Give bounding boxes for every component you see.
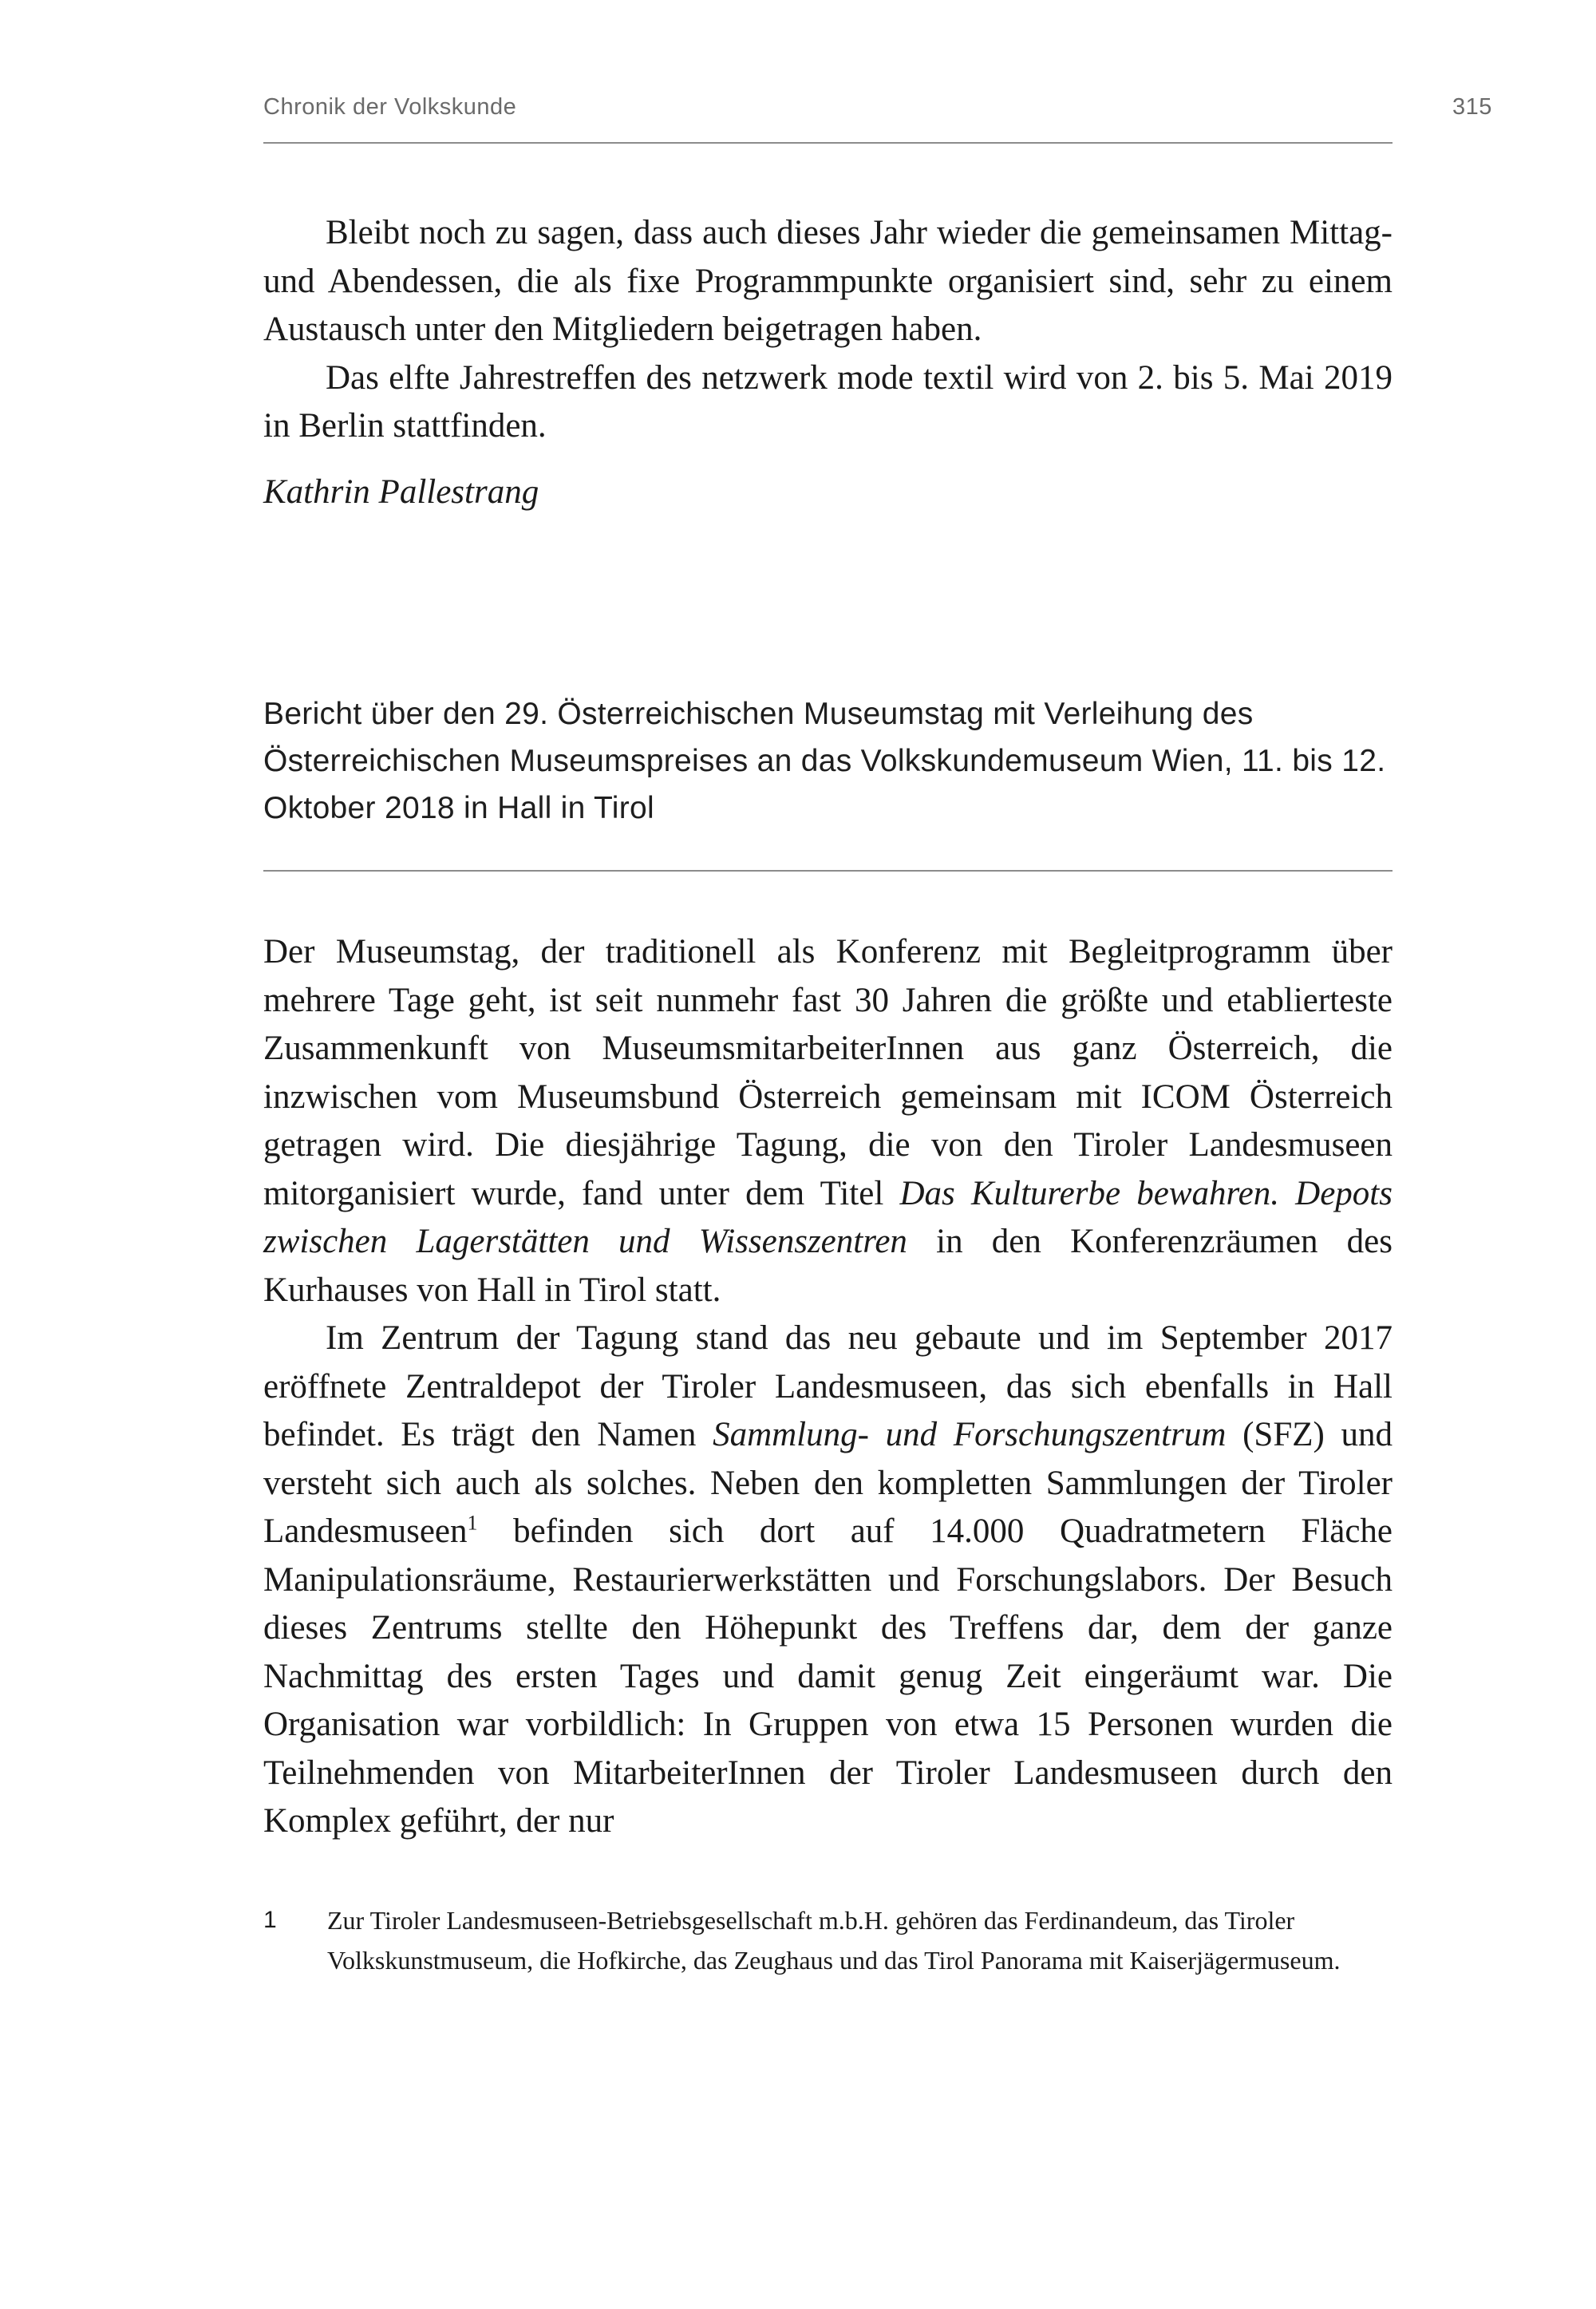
- article-body-paragraph-2: [263, 1315, 1393, 1846]
- text-run: befinden sich dort auf 14.000 Quadratmetern Fläche Manipulationsräume, Restaurierwerkstätten und Forschungslabors. Der Besuch dieses Zentrums stellte den Höhepunkt des Treffens dar, dem der ganze Nachmittag des ersten Tages und damit genug Zeit eingeräumt war. Die Organisation war vorbildlich: In Gruppen von etwa 15 Personen wurden die Teilnehmenden von MitarbeiterInnen der Tiroler Landesmuseen durch den Komplex geführt, der nur: [263, 1512, 1393, 1840]
- paragraph: Das elfte Jahrestreffen des netzwerk mode textil wird von 2. bis 5. Mai 2019 in Berlin stattfinden.: [263, 358, 1393, 445]
- previous-article-end: [263, 209, 1393, 451]
- title-divider: [263, 870, 1393, 872]
- text-run: Im Zentrum der Tagung stand das neu gebaute und im September 2017 eröffnete Zentraldepot der Tiroler Landesmuseen, das sich ebenfalls in Hall befindet. Es trägt den Namen: [263, 1319, 1393, 1453]
- text-run: (SFZ) und versteht sich auch als solches. Neben den kompletten Sammlungen der Tiroler Landesmuseen: [263, 1416, 1393, 1550]
- footnote-number: 1: [263, 1907, 277, 1933]
- paragraph: [263, 928, 1393, 1315]
- author-signature: Kathrin Pallestrang: [263, 473, 539, 511]
- footnote-text: Zur Tiroler Landesmuseen-Betriebsgesellschaft m.b.H. gehören das Ferdinandeum, das Tiroler Volkskunstmuseum, die Hofkirche, das Zeughaus und das Tirol Panorama mit Kaiserjägermuseum.: [327, 1906, 1341, 1975]
- italic-name: Sammlung- und Forschungszentrum: [713, 1416, 1227, 1453]
- header-divider: [263, 142, 1393, 144]
- text-run: in den Konferenzräumen des Kurhauses von Hall in Tirol statt.: [263, 1223, 1393, 1309]
- article-title: Bericht über den 29. Österreichischen Museumstag mit Verleihung des Österreichischen Museumspreises an das Volkskundemuseum Wien, 11. bis 12. Oktober 2018 in Hall in Tirol: [263, 697, 1386, 825]
- running-header: [263, 94, 1492, 126]
- running-title: Chronik der Volkskunde: [263, 94, 517, 120]
- page-number: 315: [1452, 94, 1492, 120]
- paragraph: Bleibt noch zu sagen, dass auch dieses Jahr wieder die gemeinsamen Mittag- und Abendessen, die als fixe Programmpunkte organisiert sind, sehr zu einem Austausch unter den Mitgliedern beigetragen haben.: [263, 214, 1393, 348]
- paragraph: [263, 1315, 1393, 1846]
- footnote-reference[interactable]: 1: [467, 1511, 478, 1535]
- article-body-paragraph-1: [263, 928, 1393, 1315]
- text-run: Der Museumstag, der traditionell als Konferenz mit Begleitprogramm über mehrere Tage geht, ist seit nunmehr fast 30 Jahren die größte und etablierteste Zusammenkunft von MuseumsmitarbeiterInnen aus ganz Österreich, die inzwischen vom Museumsbund Österreich gemeinsam mit ICOM Österreich getragen wird. Die diesjährige Tagung, die von den Tiroler Landesmuseen mitorganisiert wurde, fand unter dem Titel: [263, 933, 1393, 1212]
- italic-title: Das Kulturerbe bewahren. Depots zwischen Lagerstätten und Wissenszentren: [263, 1174, 1393, 1260]
